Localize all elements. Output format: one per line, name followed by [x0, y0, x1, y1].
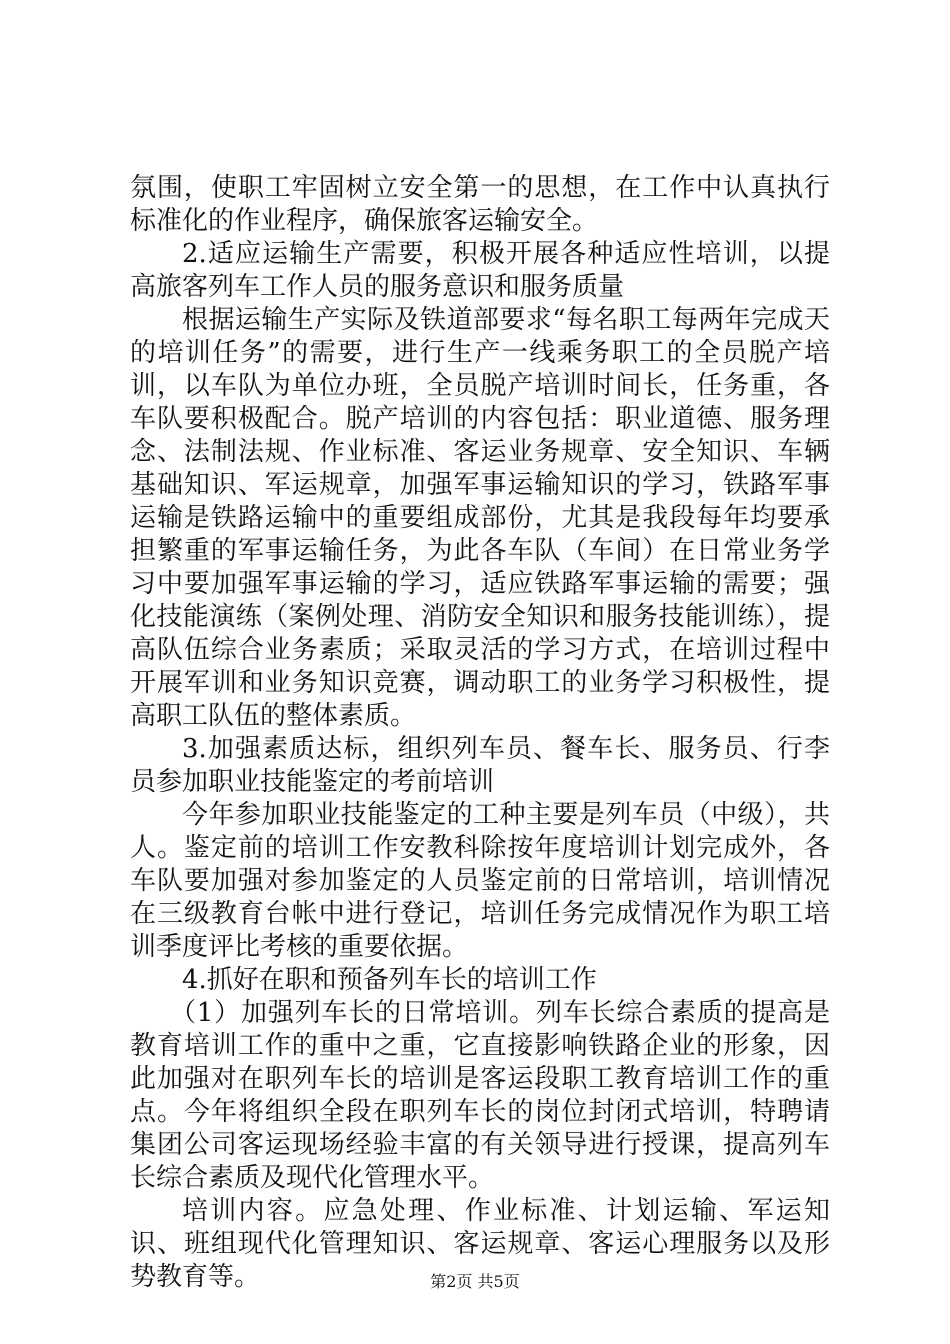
paragraph-skill-appraisal: 今年参加职业技能鉴定的工种主要是列车员（中级），共人。鉴定前的培训工作安教科除按年度培训计划完成外，各车队要加强对参加鉴定的人员鉴定前的日常培训，培训情况在三级教育台帐中进行登记，培训任务完成情况作为职工培训季度评比考核的重要依据。 — [130, 800, 830, 962]
page-footer: 第2页 共5页 — [430, 1272, 520, 1291]
paragraph-continuation: 氛围，使职工牢固树立安全第一的思想，在工作中认真执行标准化的作业程序，确保旅客运输安全。 — [130, 173, 830, 236]
section-heading-3: 3.加强素质达标，组织列车员、餐车长、服务员、行李员参加职业技能鉴定的考前培训 — [130, 734, 830, 797]
paragraph-training-content: 根据运输生产实际及铁道部要求“每名职工每两年完成天的培训任务”的需要，进行生产一线乘务职工的全员脱产培训，以车队为单位办班，全员脱产培训时间长，任务重，各车队要积极配合。脱产培训的内容包括：职业道德、服务理念、法制法规、作业标准、客运业务规章、安全知识、车辆基础知识、军运规章，加强军事运输知识的学习，铁路军事运输是铁路运输中的重要组成部份，尤其是我段每年均要承担繁重的军事运输任务，为此各车队（车间）在日常业务学习中要加强军事运输的学习，适应铁路军事运输的需要；强化技能演练（案例处理、消防安全知识和服务技能训练），提高队伍综合业务素质；采取灵活的学习方式，在培训过程中开展军训和业务知识竞赛，调动职工的业务学习积极性，提高职工队伍的整体素质。 — [130, 305, 830, 731]
paragraph-training-topics: 培训内容。应急处理、作业标准、计划运输、军运知识、班组现代化管理知识、客运规章、客运心理服务以及形势教育等。 — [130, 1196, 830, 1292]
section-heading-2: 2.适应运输生产需要，积极开展各种适应性培训，以提高旅客列车工作人员的服务意识和服务质量 — [130, 239, 830, 302]
paragraph-conductor-training: （1）加强列车长的日常培训。列车长综合素质的提高是教育培训工作的重中之重，它直接影响铁路企业的形象，因此加强对在职列车长的培训是客运段职工教育培训工作的重点。今年将组织全段在职列车长的岗位封闭式培训，特聘请集团公司客运现场经验丰富的有关领导进行授课，提高列车长综合素质及现代化管理水平。 — [130, 998, 830, 1193]
document-body — [130, 172, 830, 1294]
section-heading-4: 4.抓好在职和预备列车长的培训工作 — [182, 965, 597, 995]
